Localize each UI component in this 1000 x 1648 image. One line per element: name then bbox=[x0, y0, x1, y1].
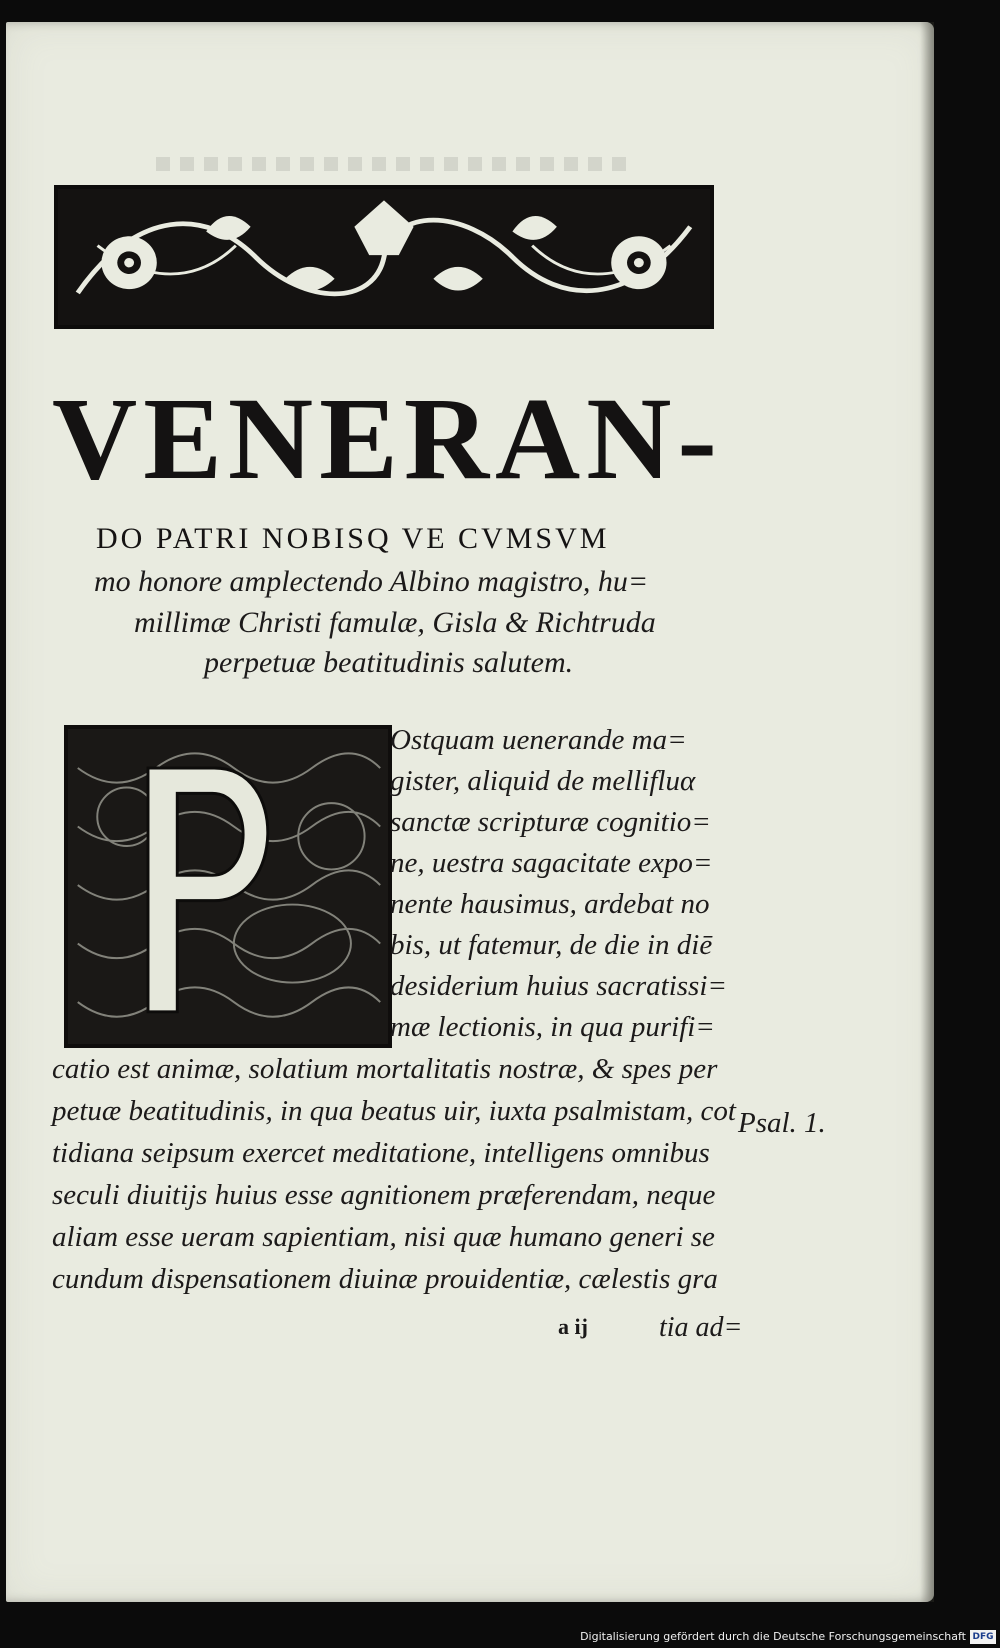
footer-bar bbox=[0, 1628, 1000, 1648]
text-line: cundum dispensationem diuinæ prouidentiæ, cælestis gra bbox=[52, 1263, 718, 1295]
woodcut-ornament-band bbox=[54, 185, 714, 329]
text-line: catio est animæ, solatium mortalitatis nostræ, & spes per bbox=[52, 1053, 718, 1085]
bleed-through-text bbox=[156, 157, 626, 171]
page-heading: VENERAN- bbox=[52, 373, 723, 504]
funding-credit: Digitalisierung gefördert durch die Deutsche Forschungsgemeinschaft bbox=[580, 1630, 966, 1643]
text-line: Ostquam uenerande ma= bbox=[390, 724, 687, 756]
text-line: aliam esse ueram sapientiam, nisi quæ humano generi se bbox=[52, 1221, 715, 1253]
text-line: nente hausimus, ardebat no bbox=[390, 888, 710, 920]
text-line: sanctæ scripturæ cognitio= bbox=[390, 806, 711, 838]
catchword: tia ad= bbox=[659, 1312, 743, 1343]
dedication-line: DO PATRI NOBISQ VE CVMSVM bbox=[96, 522, 610, 555]
dfg-logo-icon: DFG bbox=[970, 1630, 996, 1644]
marginal-note: Psal. 1. bbox=[738, 1107, 826, 1139]
book-page bbox=[6, 22, 934, 1602]
text-line: desiderium huius sacratissi= bbox=[390, 970, 727, 1002]
text-line: tidiana seipsum exercet meditatione, intelligens omnibus bbox=[52, 1137, 710, 1169]
text-line: ne, uestra sagacitate expo= bbox=[390, 847, 713, 879]
dedication-line: mo honore amplectendo Albino magistro, hu= bbox=[94, 565, 649, 598]
dedication-line: millimæ Christi famulæ, Gisla & Richtruda bbox=[134, 606, 656, 639]
text-line: gister, aliquid de mellifluα bbox=[390, 765, 696, 797]
decorated-initial-p bbox=[64, 725, 392, 1048]
text-line: petuæ beatitudinis, in qua beatus uir, iuxta psalmistam, cot bbox=[52, 1095, 736, 1127]
text-line: bis, ut fatemur, de die in diē bbox=[390, 929, 713, 961]
text-line: mæ lectionis, in qua purifi= bbox=[390, 1011, 715, 1043]
text-line: seculi diuitijs huius esse agnitionem præferendam, neque bbox=[52, 1179, 716, 1211]
dedication-line: perpetuæ beatitudinis salutem. bbox=[204, 646, 574, 679]
signature-mark: a ij bbox=[558, 1314, 588, 1339]
